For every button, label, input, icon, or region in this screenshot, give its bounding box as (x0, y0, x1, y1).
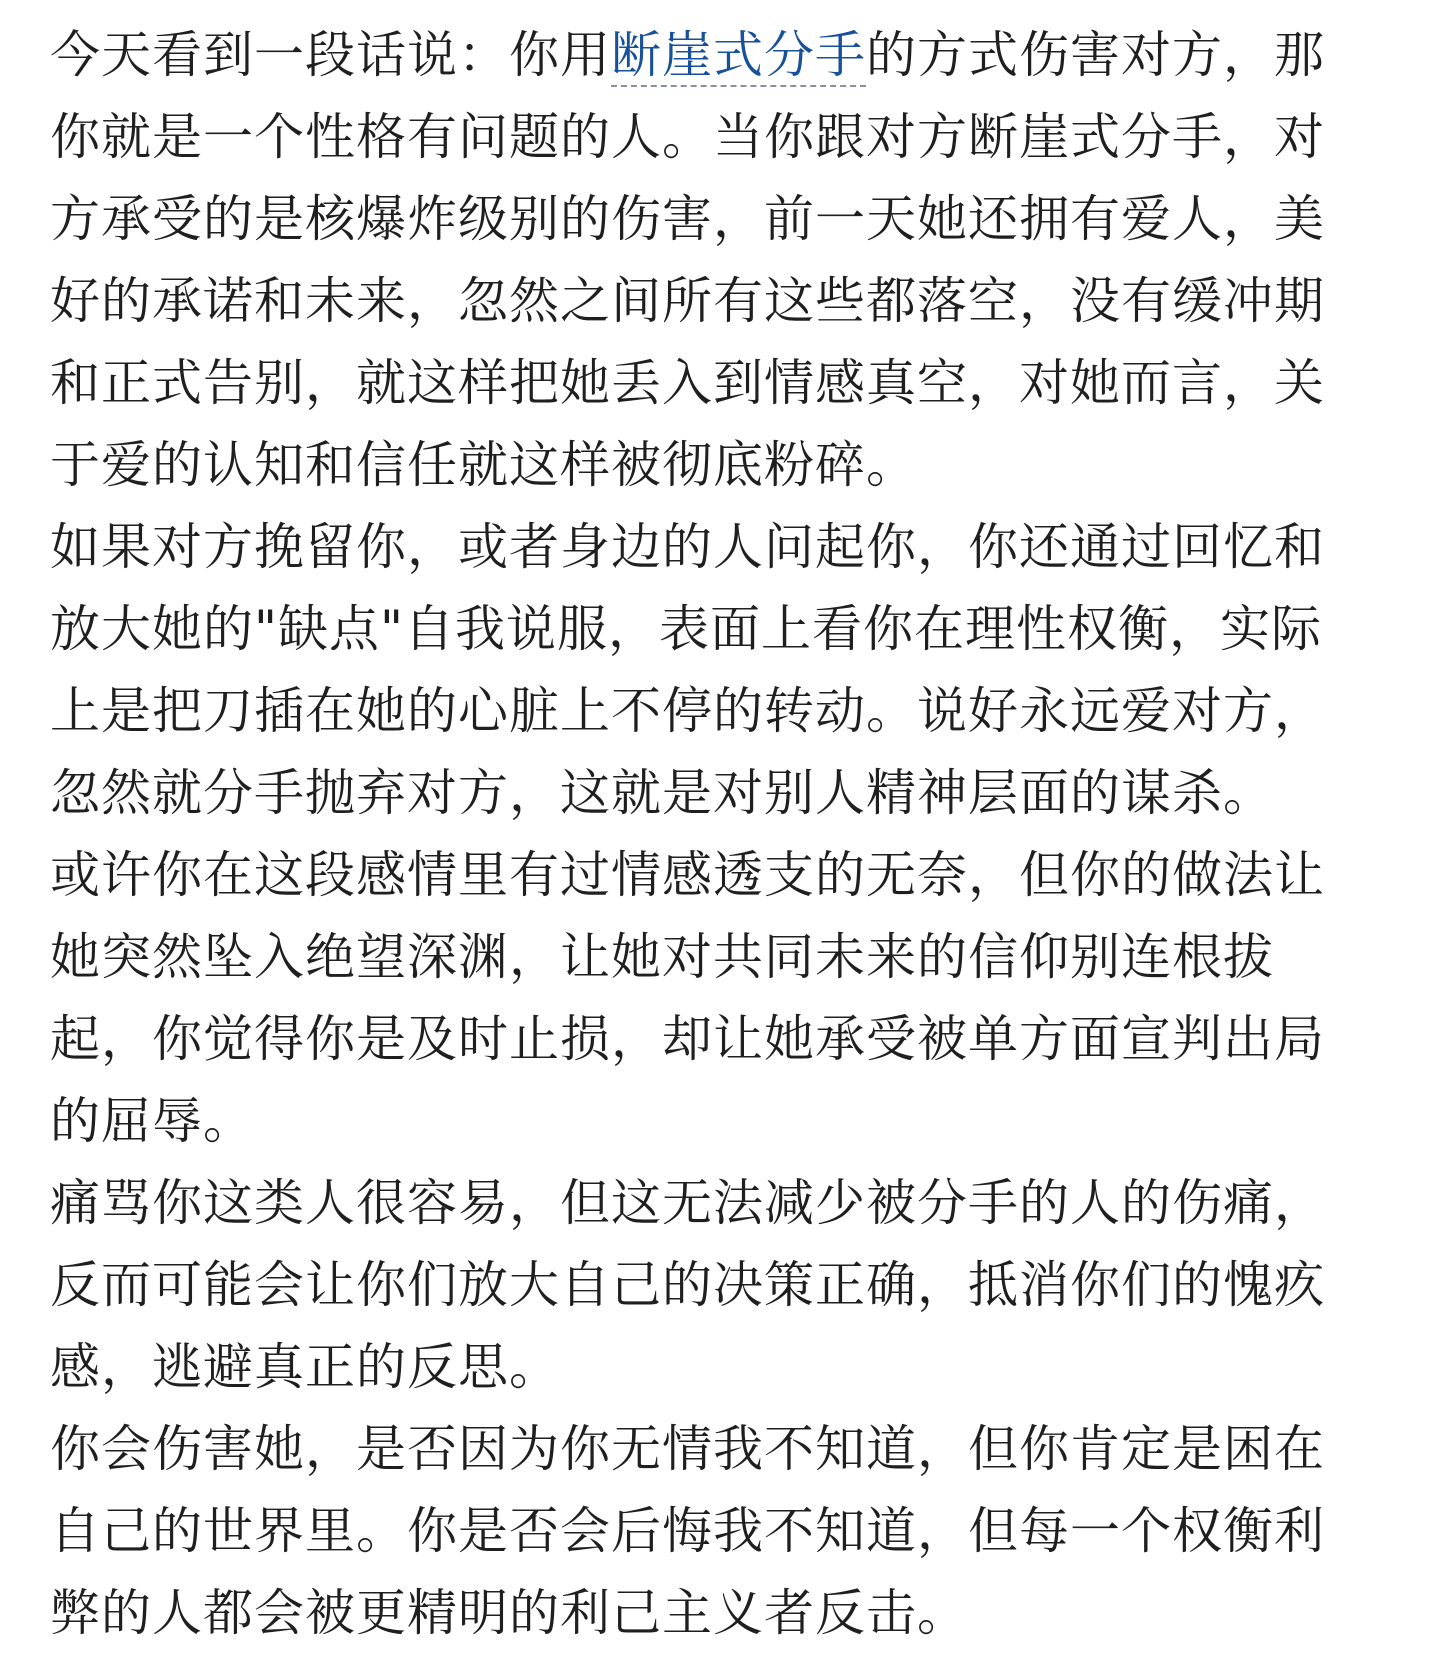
text-line: 痛骂你这类人很容易，但这无法减少被分手的人的伤痛， (50, 1174, 1325, 1232)
paragraph-5 (50, 1408, 1368, 1654)
paragraph-2 (50, 506, 1368, 834)
paragraph-3 (50, 834, 1368, 1162)
text-line: 放大她的"缺点"自我说服，表面上看你在理性权衡，实际 (50, 600, 1322, 658)
text-line: 自己的世界里。你是否会后悔我不知道，但每一个权衡利 (50, 1502, 1325, 1560)
text-line: 你就是一个性格有问题的人。当你跟对方断崖式分手，对 (50, 108, 1325, 166)
text-line: 你会伤害她，是否因为你无情我不知道，但你肯定是困在 (50, 1420, 1325, 1478)
text-line: 如果对方挽留你，或者身边的人问起你，你还通过回忆和 (50, 518, 1325, 576)
text-line: 好的承诺和未来，忽然之间所有这些都落空，没有缓冲期 (50, 272, 1325, 330)
text-segment: 今天看到一段话说：你用 (50, 26, 611, 84)
text-line: 她突然坠入绝望深渊，让她对共同未来的信仰别连根拔 (50, 928, 1274, 986)
text-line: 和正式告别，就这样把她丢入到情感真空，对她而言，关 (50, 354, 1325, 412)
text-segment: 的方式伤害对方，那 (866, 26, 1325, 84)
text-line (50, 14, 1368, 96)
text-line: 起，你觉得你是及时止损，却让她承受被单方面宣判出局 (50, 1010, 1325, 1068)
text-line: 忽然就分手抛弃对方，这就是对别人精神层面的谋杀。 (50, 764, 1274, 822)
article-body (50, 14, 1368, 1654)
text-line: 反而可能会让你们放大自己的决策正确，抵消你们的愧疚 (50, 1256, 1325, 1314)
keyword-link[interactable]: 断崖式分手 (611, 26, 866, 87)
text-line: 感，逃避真正的反思。 (50, 1338, 560, 1396)
text-line: 的屈辱。 (50, 1092, 254, 1150)
paragraph-4 (50, 1162, 1368, 1408)
text-line: 上是把刀插在她的心脏上不停的转动。说好永远爱对方， (50, 682, 1325, 740)
text-line: 于爱的认知和信任就这样被彻底粉碎。 (50, 436, 917, 494)
paragraph-1 (50, 14, 1368, 506)
text-line: 或许你在这段感情里有过情感透支的无奈，但你的做法让 (50, 846, 1325, 904)
text-line: 方承受的是核爆炸级别的伤害，前一天她还拥有爱人，美 (50, 190, 1325, 248)
text-line: 弊的人都会被更精明的利己主义者反击。 (50, 1584, 968, 1642)
